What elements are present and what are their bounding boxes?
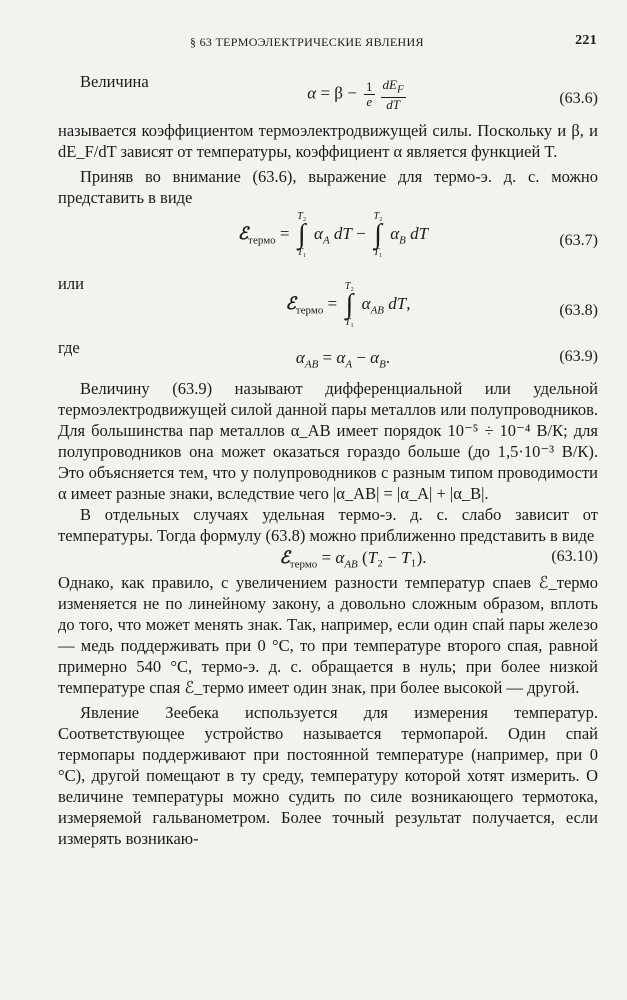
equation-63-6: Величина α = β − $\frac{1}{e}$ $\frac{dE_F}{dT}$ (63.6)	[80, 72, 598, 112]
equation-number: (63.6)	[559, 90, 598, 107]
paragraph-intro: Величина	[80, 72, 149, 91]
paragraph-nonlinear: Однако, как правило, с увеличением разности температур спаев ℰ_термо изменяется не по линейному закону, а довольно сложным образом, вплоть до того, что может менять знак. Так, например, если один спай пары железо — медь поддерживать при 0 °С, то при температуре второго спая, равной примерно 540 °С, термо-э. д. с. обращается в нуль; при более низкой температуре спая ℰ_термо имеет один знак, при более высокой — другой.	[58, 573, 598, 697]
paragraph-approximation: В отдельных случаях удельная термо-э. д. с. слабо зависит от температуры. Тогда формулу (63.8) можно приближенно представить в виде	[58, 505, 598, 545]
equation-number: (63.8)	[559, 302, 598, 319]
paragraph-coefficient: называется коэффициентом термоэлектродвижущей силы. Поскольку и β, и dE_F/dT зависят от температуры, коэффициент α является функцией T.	[58, 121, 598, 161]
equation-number: (63.9)	[559, 348, 598, 365]
section-title: § 63 ТЕРМОЭЛЕКТРИЧЕСКИЕ ЯВЛЕНИЯ	[190, 35, 424, 49]
page-number: 221	[575, 33, 597, 48]
equation-63-7: ℰ$_{термо}$ = T₂ ∫ T₁ $\alpha_A$ dT − T₂ ∫ T₁ $\alpha_B$ dT (63.7)	[237, 211, 598, 258]
equation-number: (63.7)	[559, 232, 598, 249]
equation-number: (63.10)	[551, 548, 598, 565]
equation-63-10: ℰ$_{термо}$ = $\alpha_{AB}$ (T₂ − T₁). (63.10)	[279, 548, 598, 571]
running-header	[60, 33, 597, 53]
word-where: где	[58, 338, 80, 357]
equation-63-9: где $\alpha_{AB} = \alpha_A - \alpha_B$. (63.9)	[58, 338, 598, 371]
paragraph-thermocouple: Явление Зеебека используется для измерения температур. Соответствующее устройство называется термопарой. Один спай термопары поддерживают при постоянной температуре (например, при 0 °С), другой помещают в ту среду, температуру которой хотят измерить. О величине температуры можно судить по силе возникающего термотока, измеряемой гальванометром. Более точный результат получается, если измерять возникаю-	[58, 703, 598, 848]
paragraph-differential: Величину (63.9) называют дифференциальной или удельной термоэлектродвижущей силой данной пары металлов или полупроводников. Для большинства пар металлов α_AB имеет порядок 10⁻⁵ ÷ 10⁻⁴ В/К; для полупроводников она может оказаться гораздо больше (до 1,5·10⁻³ В/К). Это объясняется тем, что у полупроводников с разным типом проводимости α имеет разные знаки, вследствие чего |α_AB| = |α_A| + |α_B|.	[58, 379, 598, 503]
page-body	[58, 62, 598, 849]
paragraph-substitution: Приняв во внимание (63.6), выражение для термо-э. д. с. можно представить в виде	[58, 167, 598, 207]
equation-63-8: или ℰ$_{термо}$ = T₂ ∫ T₁ $\alpha_{AB}$ dT, (63.8)	[58, 274, 598, 328]
word-or: или	[58, 274, 84, 293]
